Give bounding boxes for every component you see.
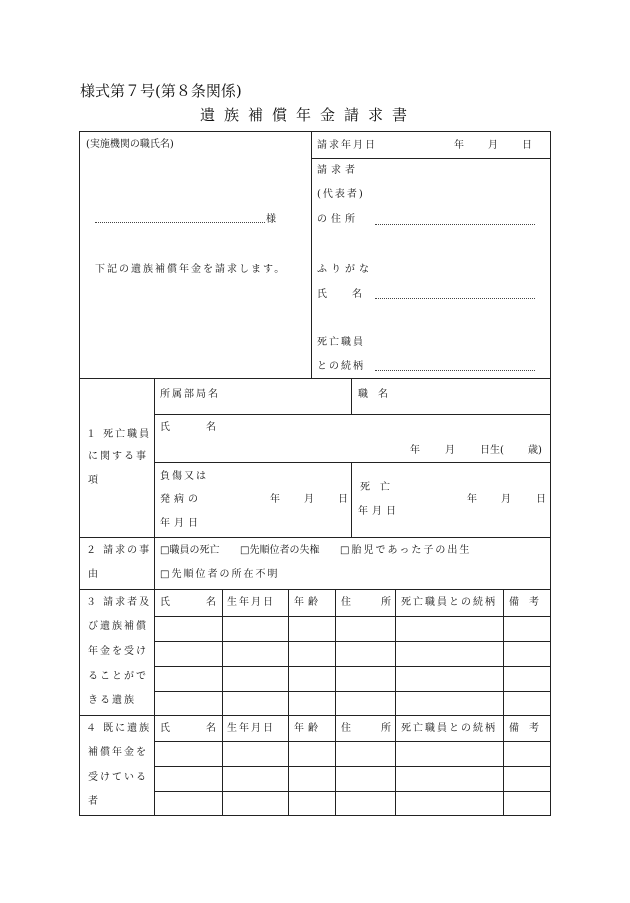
divider	[222, 589, 223, 816]
furigana-label: ふりがな	[317, 264, 373, 275]
reason-option-death: □職員の死亡	[160, 545, 220, 556]
reason-option-forfeit: □先順位者の失権	[240, 545, 320, 556]
form-number: 様式第７号(第８条関係)	[80, 82, 242, 100]
request-statement: 下記の遺族補償年金を請求します。	[95, 264, 287, 275]
reason-option-birth: □胎児であった子の出生	[340, 545, 472, 556]
birth-year-label: 年	[410, 445, 420, 456]
section1-heading-1: １ 死亡職員	[86, 429, 152, 440]
age-label: 歳)	[528, 445, 542, 456]
official-name-line	[95, 222, 265, 223]
section4-heading-1: ４ 既に遺族	[86, 723, 152, 734]
shi-label: 氏	[317, 289, 327, 300]
section3-heading-1: ３ 請求者及	[86, 597, 152, 608]
col-note: 備 考	[509, 723, 539, 734]
injury-month-label: 月	[304, 494, 314, 505]
claimant-label: 請求者	[317, 165, 359, 176]
col-relation: 死亡職員との続柄	[401, 723, 497, 734]
divider	[79, 378, 551, 379]
col-address-2: 所	[381, 597, 391, 608]
section4-heading-3: 受けている	[88, 772, 148, 783]
col-mei: 名	[206, 723, 216, 734]
sama-label: 様	[266, 214, 276, 225]
month-label: 月	[488, 140, 498, 151]
section2-heading-1: ２ 請求の事	[86, 545, 152, 556]
section2-heading-2: 由	[88, 569, 98, 580]
divider	[288, 589, 289, 816]
death-month-label: 月	[501, 494, 511, 505]
divider	[154, 741, 551, 742]
section1-heading-3: 項	[88, 475, 98, 486]
address-line	[375, 224, 535, 225]
day-label: 日	[522, 140, 532, 151]
divider	[154, 666, 551, 667]
divider	[154, 414, 551, 415]
section3-heading-3: 年金を受け	[88, 646, 148, 657]
section1-heading-2: に関する事	[88, 451, 148, 462]
death-year-label: 年	[467, 494, 477, 505]
col-age: 年齢	[294, 597, 322, 608]
col-shi: 氏	[160, 723, 170, 734]
department-label: 所属部局名	[160, 389, 220, 400]
form-title: 遺族補償年金請求書	[200, 106, 417, 124]
col-note: 備 考	[509, 597, 539, 608]
post-label: 職 名	[358, 389, 388, 400]
section3-heading-4: ることがで	[88, 671, 148, 682]
border-top	[79, 131, 551, 132]
divider	[154, 691, 551, 692]
death-label-2: 年月日	[358, 506, 400, 517]
section3-heading-2: び遺族補償	[88, 621, 148, 632]
injury-day-label: 日	[338, 494, 348, 505]
year-label: 年	[454, 140, 464, 151]
birth-month-label: 月	[445, 445, 455, 456]
divider	[154, 766, 551, 767]
divider	[311, 158, 551, 159]
injury-label-3: 年月日	[160, 518, 202, 529]
divider	[79, 589, 551, 590]
divider	[79, 537, 551, 538]
divider	[154, 616, 551, 617]
death-label-1: 死 亡	[360, 482, 390, 493]
section4-heading-4: 者	[88, 796, 98, 807]
death-day-label: 日	[536, 494, 546, 505]
col-mei: 名	[206, 597, 216, 608]
injury-label-1: 負傷又は	[160, 471, 208, 482]
section3-heading-5: きる遺族	[88, 695, 136, 706]
divider	[154, 791, 551, 792]
official-label: (実施機関の職氏名)	[86, 139, 174, 150]
divider	[79, 715, 551, 716]
divider	[154, 641, 551, 642]
divider	[395, 589, 396, 816]
mei-label: 名	[352, 289, 362, 300]
col-relation: 死亡職員との続柄	[401, 597, 497, 608]
border-right	[550, 131, 551, 816]
deceased-mei-label: 名	[206, 422, 216, 433]
injury-label-2: 発病の	[160, 494, 202, 505]
divider	[154, 462, 551, 463]
birth-day-label: 日生(	[480, 445, 504, 456]
border-left	[79, 131, 80, 816]
divider	[154, 378, 155, 815]
col-shi: 氏	[160, 597, 170, 608]
divider	[351, 462, 352, 538]
border-bottom	[79, 815, 551, 816]
divider	[503, 589, 504, 816]
col-age: 年齢	[294, 723, 322, 734]
reason-option-missing: □先順位者の所在不明	[160, 569, 280, 580]
divider	[351, 378, 352, 415]
divider	[335, 589, 336, 816]
col-address-1: 住	[341, 597, 351, 608]
col-birth: 生年月日	[227, 723, 275, 734]
deceased-shi-label: 氏	[160, 422, 170, 433]
col-address-1: 住	[341, 723, 351, 734]
name-line	[375, 298, 535, 299]
relation-line	[375, 370, 535, 371]
relation-label-2: との続柄	[317, 361, 365, 372]
address-label: の住所	[317, 214, 359, 225]
section4-heading-2: 補償年金を	[88, 747, 148, 758]
col-birth: 生年月日	[227, 597, 275, 608]
relation-label-1: 死亡職員	[317, 337, 365, 348]
representative-label: (代表者)	[317, 189, 365, 200]
col-address-2: 所	[381, 723, 391, 734]
injury-year-label: 年	[270, 494, 280, 505]
request-date-label: 請求年月日	[317, 140, 377, 151]
divider	[311, 131, 312, 379]
